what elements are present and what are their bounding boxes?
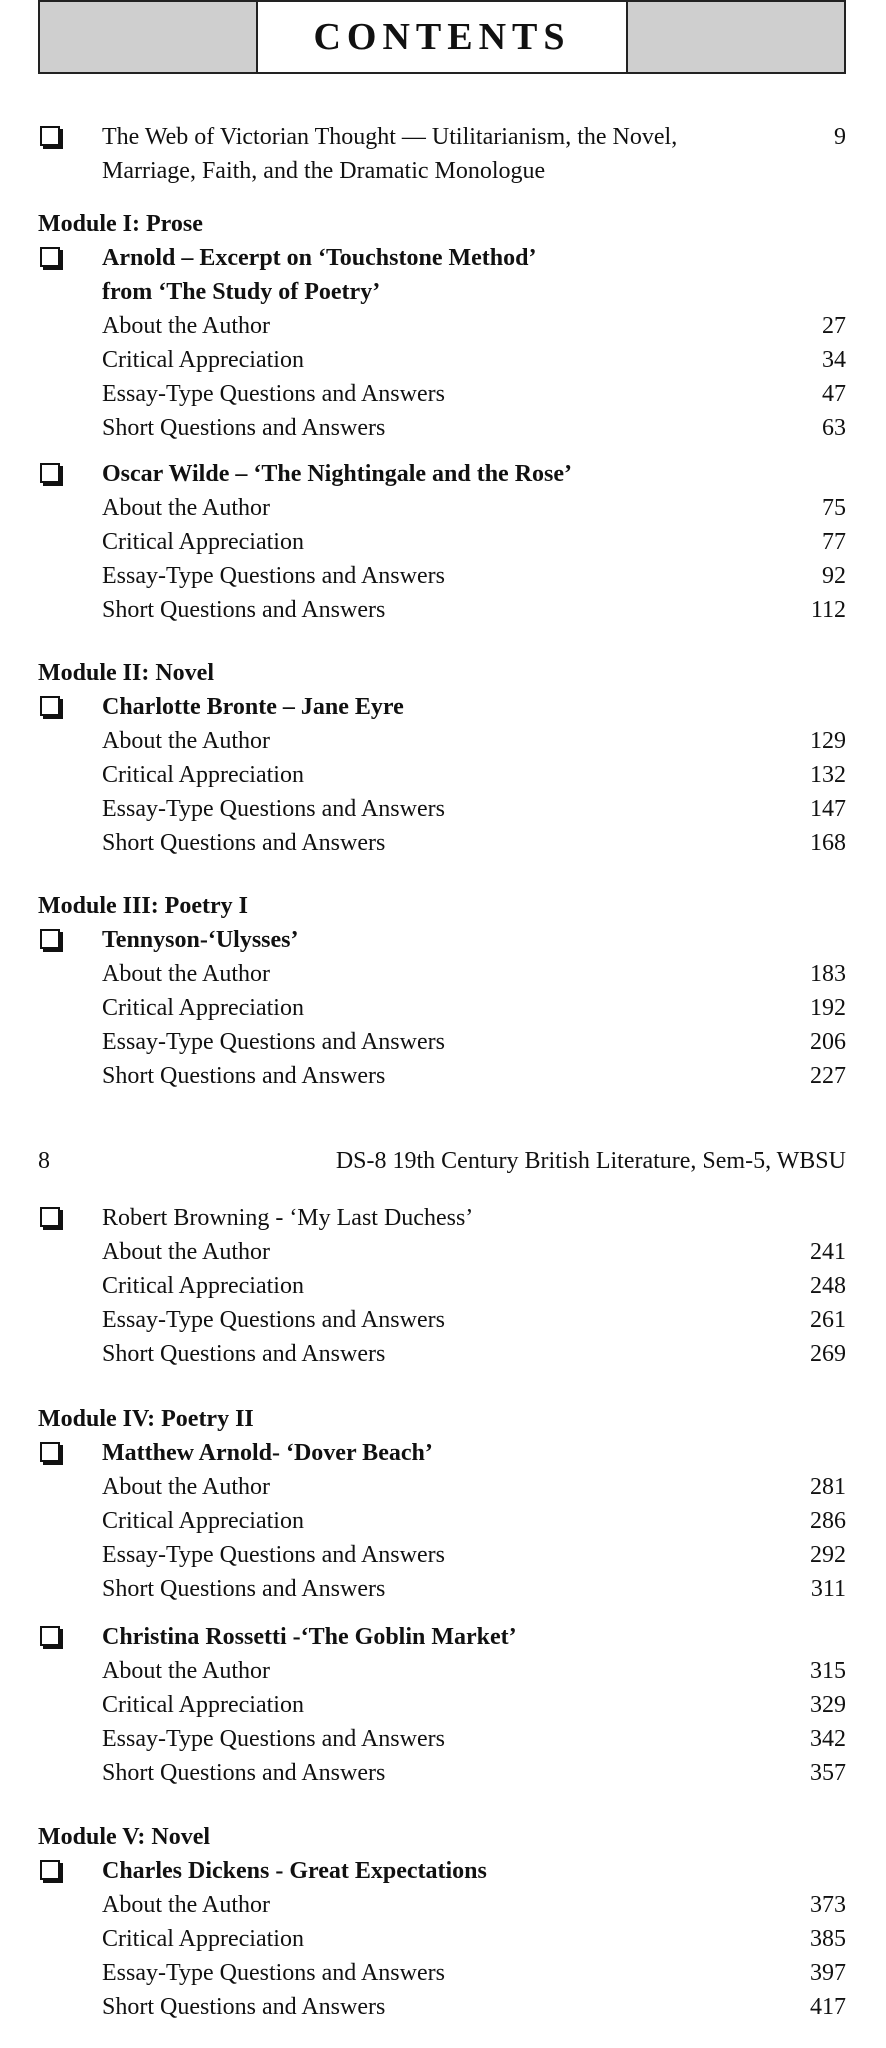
checkbox-bullet-icon — [40, 247, 60, 267]
sub-entry-essay: Essay-Type Questions and Answers — [102, 381, 445, 407]
entry-page: 329 — [810, 1692, 846, 1718]
sub-entry-critical: Critical Appreciation — [102, 762, 304, 788]
entry-title: Charles Dickens - Great Expectations — [102, 1858, 487, 1884]
entry-page: 206 — [810, 1029, 846, 1055]
entry-page: 132 — [810, 762, 846, 788]
module-2 — [38, 656, 846, 860]
sub-entry-critical: Critical Appreciation — [102, 1273, 304, 1299]
entry-page: 168 — [810, 830, 846, 856]
entry-page: 92 — [822, 563, 846, 589]
sub-entry-essay: Essay-Type Questions and Answers — [102, 1307, 445, 1333]
module-heading: Module II: Novel — [38, 660, 214, 686]
entry-title: The Web of Victorian Thought — Utilitarianism, the Novel, — [102, 124, 678, 150]
entry-page: 315 — [810, 1658, 846, 1684]
entry-page: 183 — [810, 961, 846, 987]
module-3 — [38, 889, 846, 1093]
module-heading: Module III: Poetry I — [38, 893, 248, 919]
entry-page: 269 — [810, 1341, 846, 1367]
toc-entry-wilde — [38, 457, 846, 627]
entry-page: 357 — [810, 1760, 846, 1786]
page-number: 8 — [38, 1148, 50, 1174]
sub-entry-about: About the Author — [102, 313, 270, 339]
sub-entry-essay: Essay-Type Questions and Answers — [102, 1960, 445, 1986]
entry-page: 248 — [810, 1273, 846, 1299]
module-heading: Module I: Prose — [38, 211, 203, 237]
sub-entry-short: Short Questions and Answers — [102, 830, 386, 856]
entry-title: Arnold – Excerpt on ‘Touchstone Method’ — [102, 245, 537, 271]
module-heading: Module IV: Poetry II — [38, 1406, 254, 1432]
checkbox-bullet-icon — [40, 126, 60, 146]
toc-entry-rossetti — [38, 1620, 846, 1790]
entry-page: 281 — [810, 1474, 846, 1500]
sub-entry-about: About the Author — [102, 1892, 270, 1918]
entry-page: 342 — [810, 1726, 846, 1752]
checkbox-bullet-icon — [40, 1626, 60, 1646]
sub-entry-essay: Essay-Type Questions and Answers — [102, 796, 445, 822]
sub-entry-about: About the Author — [102, 1474, 270, 1500]
page-title: CONTENTS — [256, 2, 628, 72]
entry-page: 63 — [822, 415, 846, 441]
entry-page: 286 — [810, 1508, 846, 1534]
entry-page: 261 — [810, 1307, 846, 1333]
checkbox-bullet-icon — [40, 1207, 60, 1227]
contents-header — [38, 0, 846, 74]
entry-page: 129 — [810, 728, 846, 754]
sub-entry-about: About the Author — [102, 1239, 270, 1265]
running-title: DS-8 19th Century British Literature, Sem-5, WBSU — [335, 1148, 846, 1174]
header-right-panel — [628, 2, 844, 72]
entry-title: Christina Rossetti -‘The Goblin Market’ — [102, 1624, 517, 1650]
module-heading: Module V: Novel — [38, 1824, 211, 1850]
running-footer — [38, 1148, 846, 1175]
sub-entry-about: About the Author — [102, 728, 270, 754]
module-1 — [38, 207, 846, 445]
checkbox-bullet-icon — [40, 929, 60, 949]
entry-page: 47 — [822, 381, 846, 407]
entry-page: 417 — [810, 1994, 846, 2020]
sub-entry-essay: Essay-Type Questions and Answers — [102, 1726, 445, 1752]
entry-title: Oscar Wilde – ‘The Nightingale and the Rose’ — [102, 461, 573, 487]
sub-entry-about: About the Author — [102, 495, 270, 521]
entry-page: 385 — [810, 1926, 846, 1952]
sub-entry-short: Short Questions and Answers — [102, 1063, 386, 1089]
sub-entry-critical: Critical Appreciation — [102, 529, 304, 555]
entry-page: 112 — [810, 597, 846, 623]
checkbox-bullet-icon — [40, 696, 60, 716]
checkbox-bullet-icon — [40, 463, 60, 483]
entry-page: 192 — [810, 995, 846, 1021]
sub-entry-essay: Essay-Type Questions and Answers — [102, 1542, 445, 1568]
sub-entry-critical: Critical Appreciation — [102, 1508, 304, 1534]
entry-title: Tennyson-‘Ulysses’ — [102, 927, 299, 953]
entry-title: Matthew Arnold- ‘Dover Beach’ — [102, 1440, 433, 1466]
entry-page: 292 — [810, 1542, 846, 1568]
checkbox-bullet-icon — [40, 1442, 60, 1462]
sub-entry-short: Short Questions and Answers — [102, 1760, 386, 1786]
sub-entry-essay: Essay-Type Questions and Answers — [102, 563, 445, 589]
module-5 — [38, 1820, 846, 2024]
sub-entry-short: Short Questions and Answers — [102, 1341, 386, 1367]
entry-title-continued: Marriage, Faith, and the Dramatic Monologue — [102, 158, 546, 184]
sub-entry-short: Short Questions and Answers — [102, 415, 386, 441]
entry-title: Robert Browning - ‘My Last Duchess’ — [102, 1205, 474, 1231]
header-left-panel — [40, 2, 256, 72]
sub-entry-about: About the Author — [102, 961, 270, 987]
module-4 — [38, 1402, 846, 1606]
entry-page: 34 — [822, 347, 846, 373]
sub-entry-critical: Critical Appreciation — [102, 1692, 304, 1718]
entry-page: 77 — [822, 529, 846, 555]
entry-page: 227 — [810, 1063, 846, 1089]
sub-entry-about: About the Author — [102, 1658, 270, 1684]
entry-page: 311 — [810, 1576, 846, 1602]
entry-title: Charlotte Bronte – Jane Eyre — [102, 694, 404, 720]
sub-entry-short: Short Questions and Answers — [102, 1576, 386, 1602]
sub-entry-critical: Critical Appreciation — [102, 995, 304, 1021]
sub-entry-critical: Critical Appreciation — [102, 347, 304, 373]
entry-page: 373 — [810, 1892, 846, 1918]
sub-entry-critical: Critical Appreciation — [102, 1926, 304, 1952]
toc-entry-intro — [38, 120, 846, 188]
entry-page: 27 — [822, 313, 846, 339]
toc-entry-browning — [38, 1201, 846, 1371]
checkbox-bullet-icon — [40, 1860, 60, 1880]
entry-page: 75 — [822, 495, 846, 521]
entry-page: 241 — [810, 1239, 846, 1265]
entry-page: 397 — [810, 1960, 846, 1986]
entry-page: 9 — [834, 124, 846, 150]
entry-page: 147 — [810, 796, 846, 822]
entry-title-continued: from ‘The Study of Poetry’ — [102, 279, 381, 305]
sub-entry-essay: Essay-Type Questions and Answers — [102, 1029, 445, 1055]
sub-entry-short: Short Questions and Answers — [102, 597, 386, 623]
sub-entry-short: Short Questions and Answers — [102, 1994, 386, 2020]
